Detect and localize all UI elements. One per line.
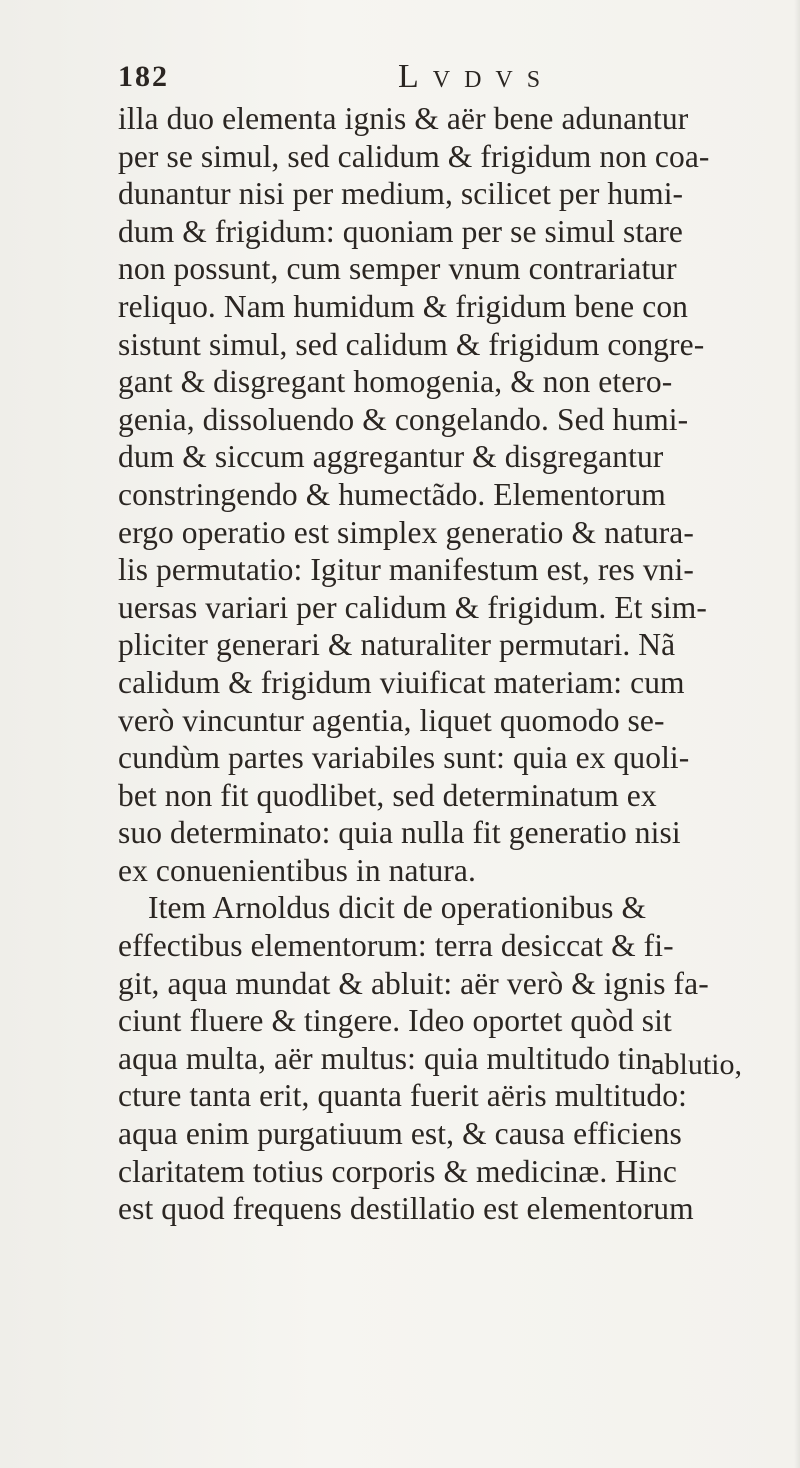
- text-line: constringendo & humectãdo. Elementorum: [118, 476, 666, 512]
- catchword: ablutio,: [651, 1048, 742, 1081]
- text-line: claritatem totius corporis & medicinæ. Hinc: [118, 1153, 677, 1189]
- text-line: pliciter generari & naturaliter permutari. Nã: [118, 627, 676, 663]
- text-line: ciunt fluere & tingere. Ideo oportet quòd sit: [118, 1003, 672, 1039]
- text-line: non possunt, cum semper vnum contrariatur: [118, 251, 677, 287]
- text-line: uersas variari per calidum & frigidum. Et sim-: [118, 589, 707, 625]
- text-line: dum & frigidum: quoniam per se simul stare: [118, 213, 683, 249]
- paragraph-start-line: Item Arnoldus dicit de operationibus &: [148, 890, 647, 926]
- page-number: 182: [118, 60, 169, 93]
- text-line: dunantur nisi per medium, scilicet per humi-: [118, 176, 684, 212]
- text-line: dum & siccum aggregantur & disgregantur: [118, 439, 664, 475]
- text-line: calidum & frigidum viuificat materiam: cum: [118, 664, 685, 700]
- text-line: illa duo elementa ignis & aër bene adunantur: [118, 101, 689, 136]
- text-line: cundùm partes variabiles sunt: quia ex quoli-: [118, 740, 690, 776]
- text-line: bet non fit quodlibet, sed determinatum ex: [118, 777, 657, 813]
- running-head: Lvdvs: [398, 58, 555, 95]
- text-line: gant & disgregant homogenia, & non etero-: [118, 364, 673, 400]
- text-line: ergo operatio est simplex generatio & natura-: [118, 514, 694, 550]
- text-line: sistunt simul, sed calidum & frigidum congre-: [118, 326, 705, 362]
- page-header: [118, 58, 678, 98]
- text-line: cture tanta erit, quanta fuerit aëris multitudo:: [118, 1078, 687, 1114]
- text-line: per se simul, sed calidum & frigidum non coa-: [118, 138, 710, 174]
- text-line: reliquo. Nam humidum & frigidum bene con: [118, 288, 689, 324]
- text-line: genia, dissoluendo & congelando. Sed humi-: [118, 401, 689, 437]
- text-line: effectibus elementorum: terra desiccat & fi-: [118, 928, 674, 964]
- text-line: ex conuenientibus in natura.: [118, 852, 476, 888]
- page-edge-shadow: [794, 0, 800, 1468]
- text-line: lis permutatio: Igitur manifestum est, res vni-: [118, 552, 694, 588]
- text-line: git, aqua mundat & abluit: aër verò & ignis fa-: [118, 965, 709, 1001]
- text-line: aqua enim purgatiuum est, & causa efficiens: [118, 1116, 682, 1152]
- text-line: aqua multa, aër multus: quia multitudo tin-: [118, 1040, 663, 1076]
- text-line: est quod frequens destillatio est elementorum: [118, 1191, 694, 1227]
- text-line: suo determinato: quia nulla fit generatio nisi: [118, 815, 681, 851]
- text-line: verò vincuntur agentia, liquet quomodo se-: [118, 702, 665, 738]
